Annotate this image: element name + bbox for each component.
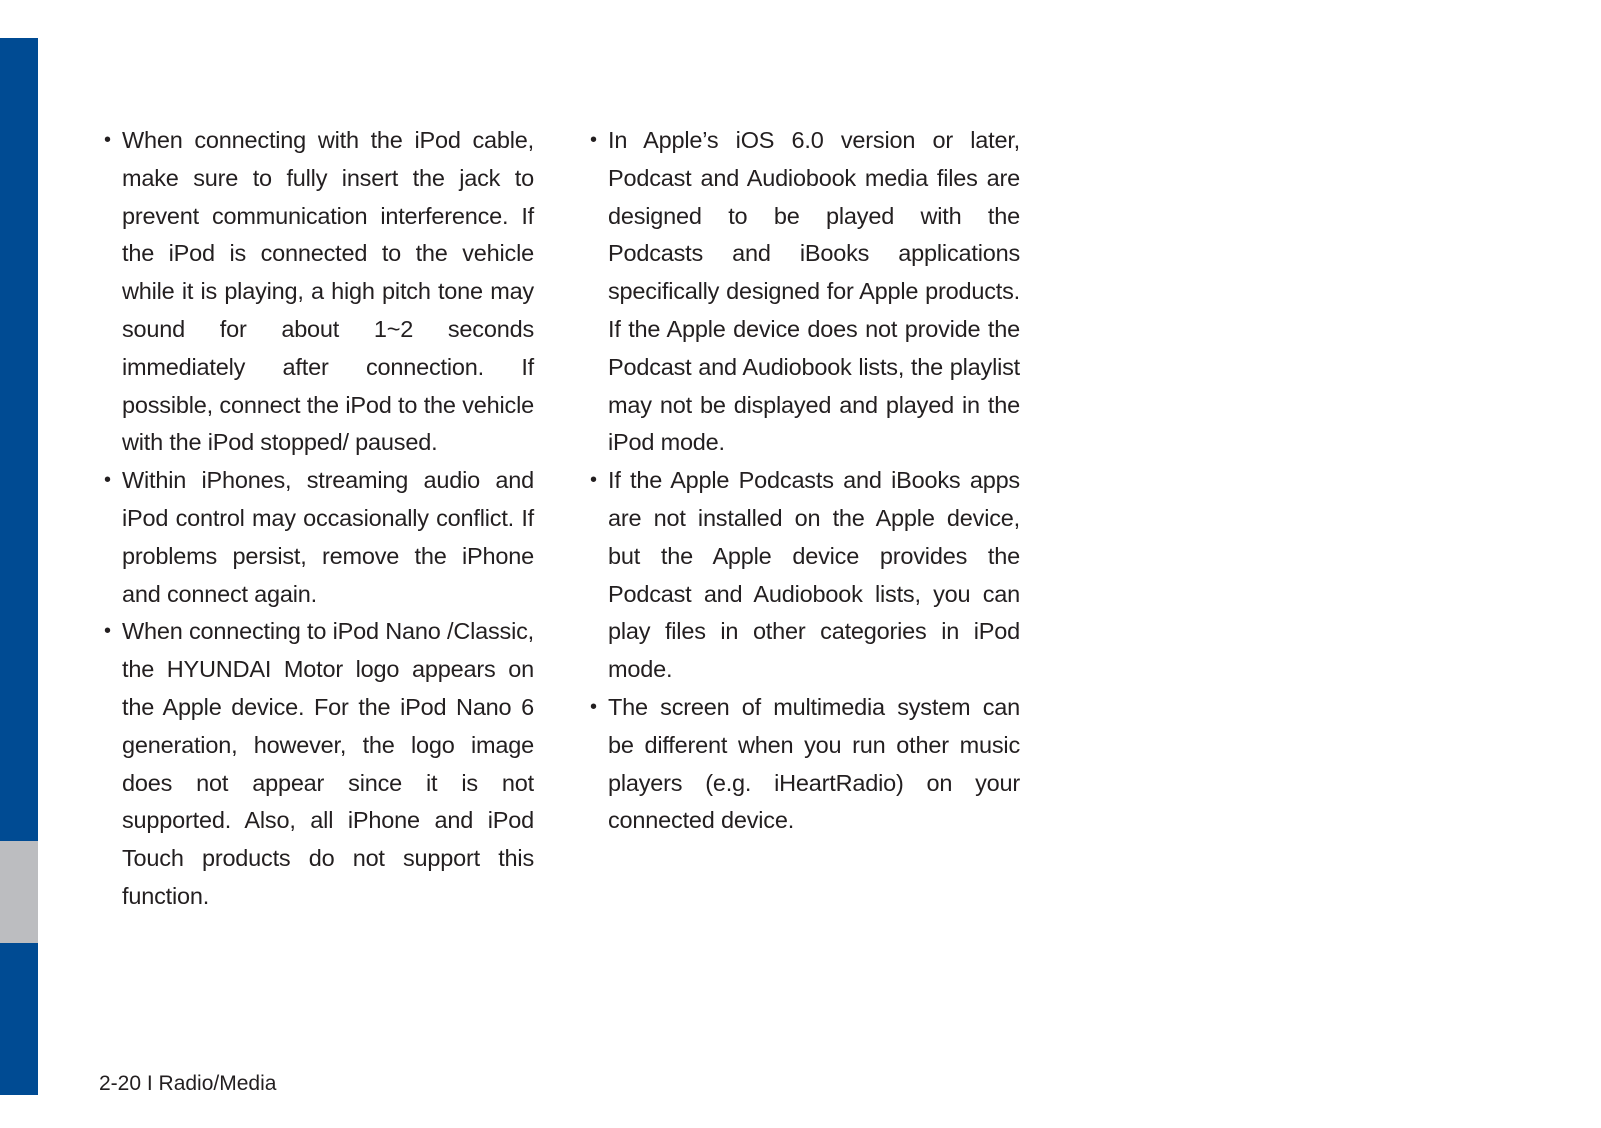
list-item bbox=[104, 122, 534, 462]
list-item bbox=[104, 613, 534, 915]
list-item bbox=[104, 462, 534, 613]
side-tab-blue-top bbox=[0, 38, 38, 841]
side-tab-blue-bottom bbox=[0, 943, 38, 1095]
bullet-icon: • bbox=[590, 129, 597, 151]
bullet-text: The screen of multimedia system can be different when you run other music players (e.g. iHeartRadio) on your connected device. bbox=[608, 693, 1020, 834]
right-column bbox=[590, 122, 1020, 840]
bullet-icon: • bbox=[104, 469, 111, 492]
left-bullet-list bbox=[104, 122, 534, 916]
list-item bbox=[590, 689, 1020, 840]
bullet-icon: • bbox=[104, 129, 111, 151]
list-item bbox=[590, 462, 1020, 689]
right-bullet-list bbox=[590, 122, 1020, 840]
bullet-icon: • bbox=[104, 620, 111, 643]
bullet-text: If the Apple Podcasts and iBooks apps are not installed on the Apple device, but the Apple device provides the Podcast and Audiobook lists, you can play files in other categories in iPod mode. bbox=[608, 467, 1020, 683]
page-footer: 2-20 I Radio/Media bbox=[99, 1072, 277, 1095]
side-tab-gray-marker bbox=[0, 841, 38, 943]
bullet-text: Within iPhones, streaming audio and iPod control may occasionally conflict. If problems persist, remove the iPhone and connect again. bbox=[122, 467, 534, 607]
list-item bbox=[590, 122, 1020, 462]
bullet-text: When connecting to iPod Nano /Classic, the HYUNDAI Motor logo appears on the Apple device. For the iPod Nano 6 generation, however, the logo image does not appear since it is not supported. Also, all iPhone and iPod Touch products do not support this function. bbox=[122, 618, 534, 909]
bullet-text: In Apple’s iOS 6.0 version or later, Podcast and Audiobook media files are designed to be played with the Podcasts and iBooks applications specifically designed for Apple products. If the Apple device does not provide the Podcast and Audiobook lists, the playlist may not be displayed and played in the iPod mode. bbox=[608, 127, 1020, 456]
bullet-icon: • bbox=[590, 695, 597, 718]
bullet-icon: • bbox=[590, 469, 597, 492]
left-column bbox=[104, 122, 534, 916]
bullet-text: When connecting with the iPod cable, make sure to fully insert the jack to prevent communication interference. If the iPod is connected to the vehicle while it is playing, a high pitch tone may sound for about 1~2 seconds immediately after connection. If possible, connect the iPod to the vehicle with the iPod stopped/ paused. bbox=[122, 127, 534, 456]
